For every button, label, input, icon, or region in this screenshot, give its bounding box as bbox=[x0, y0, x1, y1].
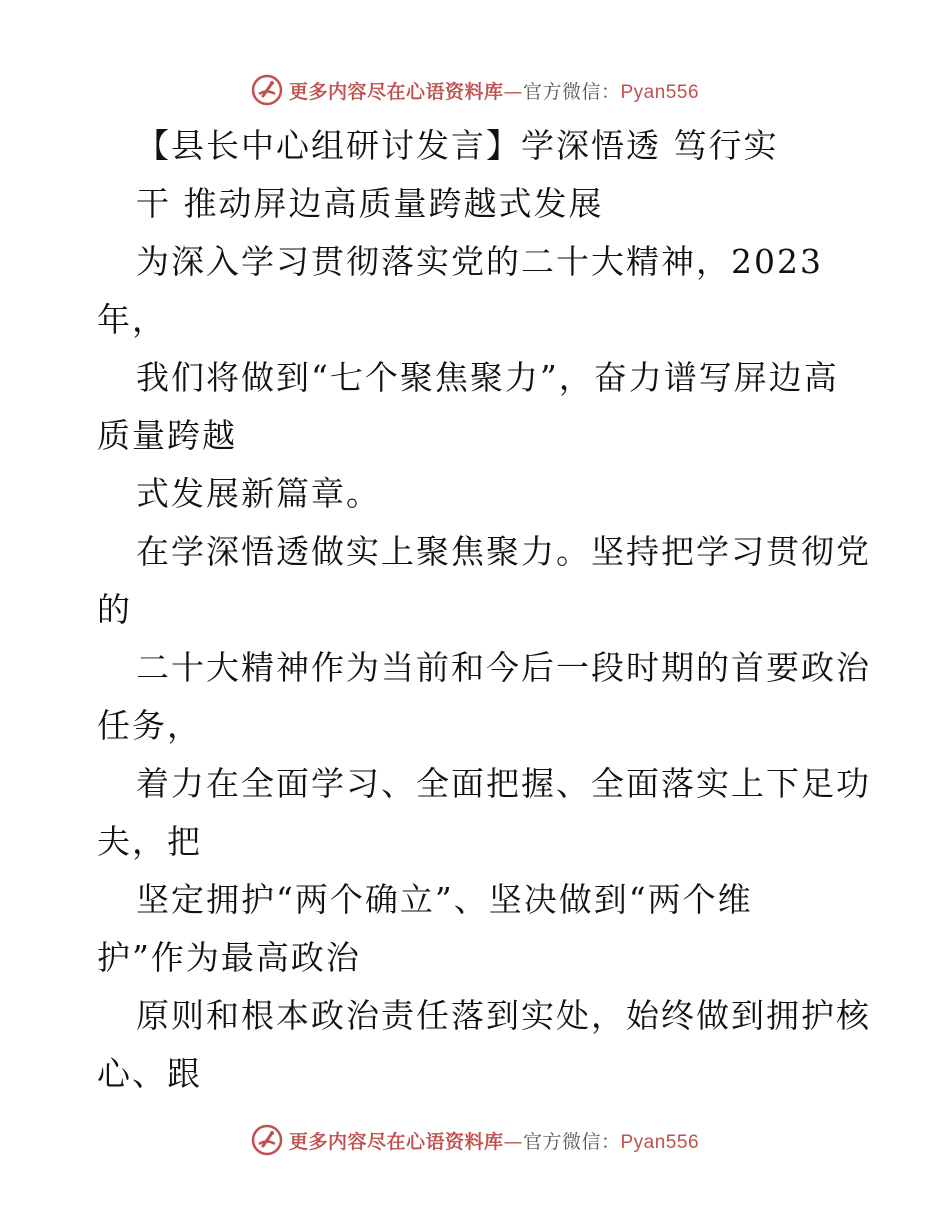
doc-line: 二十大精神作为当前和今后一段时期的首要政治 bbox=[136, 648, 871, 687]
book-pen-logo-icon bbox=[251, 74, 283, 106]
doc-line: 的 bbox=[97, 590, 132, 629]
doc-line: 年， bbox=[97, 300, 167, 339]
doc-line: 原则和根本政治责任落到实处，始终做到拥护核 bbox=[136, 996, 871, 1035]
footer-watermark bbox=[0, 1120, 950, 1160]
doc-line: 为深入学习贯彻落实党的二十大精神，2023 bbox=[136, 242, 823, 281]
watermark-dash: — bbox=[503, 1130, 523, 1153]
watermark-label: 官方微信： bbox=[522, 1130, 621, 1153]
doc-line: 我们将做到“七个聚焦聚力”，奋力谱写屏边高 bbox=[136, 358, 839, 397]
doc-line: 坚定拥护“两个确立”、坚决做到“两个维 bbox=[136, 880, 753, 919]
watermark-dash: — bbox=[503, 80, 523, 103]
doc-line-title-1: 【县长中心组研讨发言】学深悟透 笃行实 bbox=[136, 126, 779, 165]
doc-line: 式发展新篇章。 bbox=[136, 474, 381, 513]
watermark-title: 更多内容尽在心语资料库 bbox=[288, 80, 504, 103]
doc-line: 心、跟 bbox=[97, 1054, 202, 1093]
doc-line: 护”作为最高政治 bbox=[97, 938, 361, 977]
watermark-title: 更多内容尽在心语资料库 bbox=[288, 1130, 504, 1153]
book-pen-logo-icon bbox=[251, 1124, 283, 1156]
watermark-id: Pyan556 bbox=[620, 81, 700, 103]
watermark-id: Pyan556 bbox=[620, 1131, 700, 1153]
header-watermark bbox=[0, 70, 950, 110]
doc-line: 任务， bbox=[97, 706, 202, 745]
doc-line: 质量跨越 bbox=[97, 416, 237, 455]
doc-line: 夫，把 bbox=[97, 822, 202, 861]
doc-line: 着力在全面学习、全面把握、全面落实上下足功 bbox=[136, 764, 871, 803]
doc-line-title-2: 干 推动屏边高质量跨越式发展 bbox=[136, 184, 604, 223]
watermark-label: 官方微信： bbox=[522, 80, 621, 103]
doc-line: 在学深悟透做实上聚焦聚力。坚持把学习贯彻党 bbox=[136, 532, 871, 571]
